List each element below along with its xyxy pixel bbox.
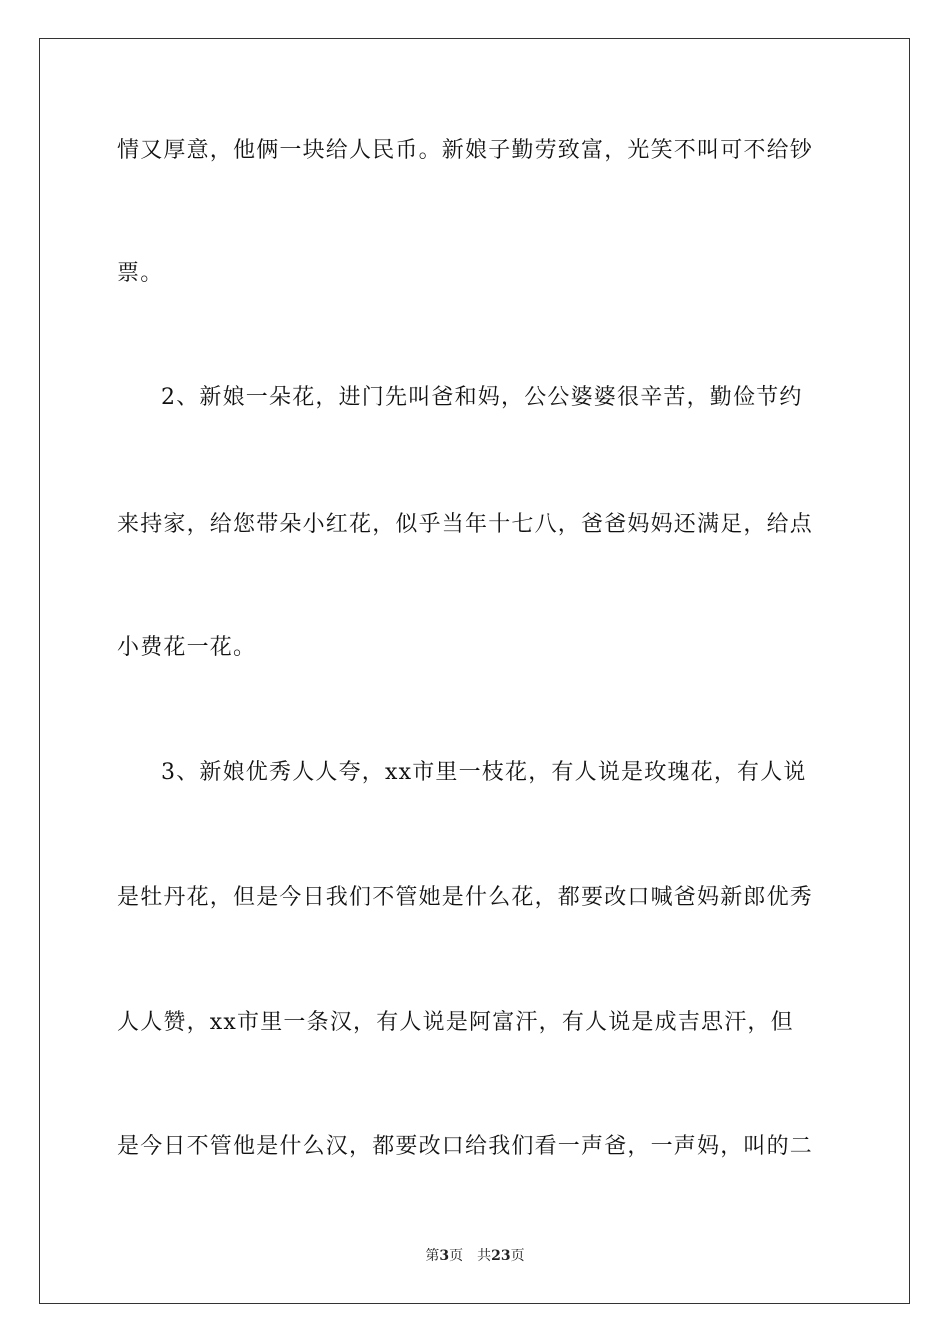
body-line-7: 是牡丹花，但是今日我们不管她是什么花，都要改口喊爸妈新郎优秀 (117, 885, 814, 910)
page-footer (0, 1247, 950, 1265)
total-prefix: 共 (477, 1248, 492, 1264)
page-frame (39, 38, 910, 1304)
body-line-8: 人人赞，xx市里一条汉，有人说是阿富汗，有人说是成吉思汗，但 (117, 1010, 794, 1035)
body-line-9: 是今日不管他是什么汉，都要改口给我们看一声爸，一声妈，叫的二 (117, 1134, 814, 1159)
body-line-1: 情又厚意，他俩一块给人民币。新娘子勤劳致富，光笑不叫可不给钞 (117, 138, 814, 163)
total-suffix: 页 (510, 1248, 525, 1264)
body-line-3: 2、新娘一朵花，进门先叫爸和妈，公公婆婆很辛苦，勤俭节约 (161, 385, 803, 410)
body-line-2: 票。 (117, 261, 164, 286)
page-prefix: 第 (425, 1248, 440, 1264)
body-line-5: 小费花一花。 (117, 635, 257, 660)
total-pages: 23 (491, 1248, 511, 1264)
body-line-4: 来持家，给您带朵小红花，似乎当年十七八，爸爸妈妈还满足，给点 (117, 512, 814, 537)
page-number: 3 (439, 1248, 450, 1264)
body-line-6: 3、新娘优秀人人夸，xx市里一枝花，有人说是玫瑰花，有人说 (161, 760, 807, 785)
page-suffix: 页 (449, 1248, 464, 1264)
